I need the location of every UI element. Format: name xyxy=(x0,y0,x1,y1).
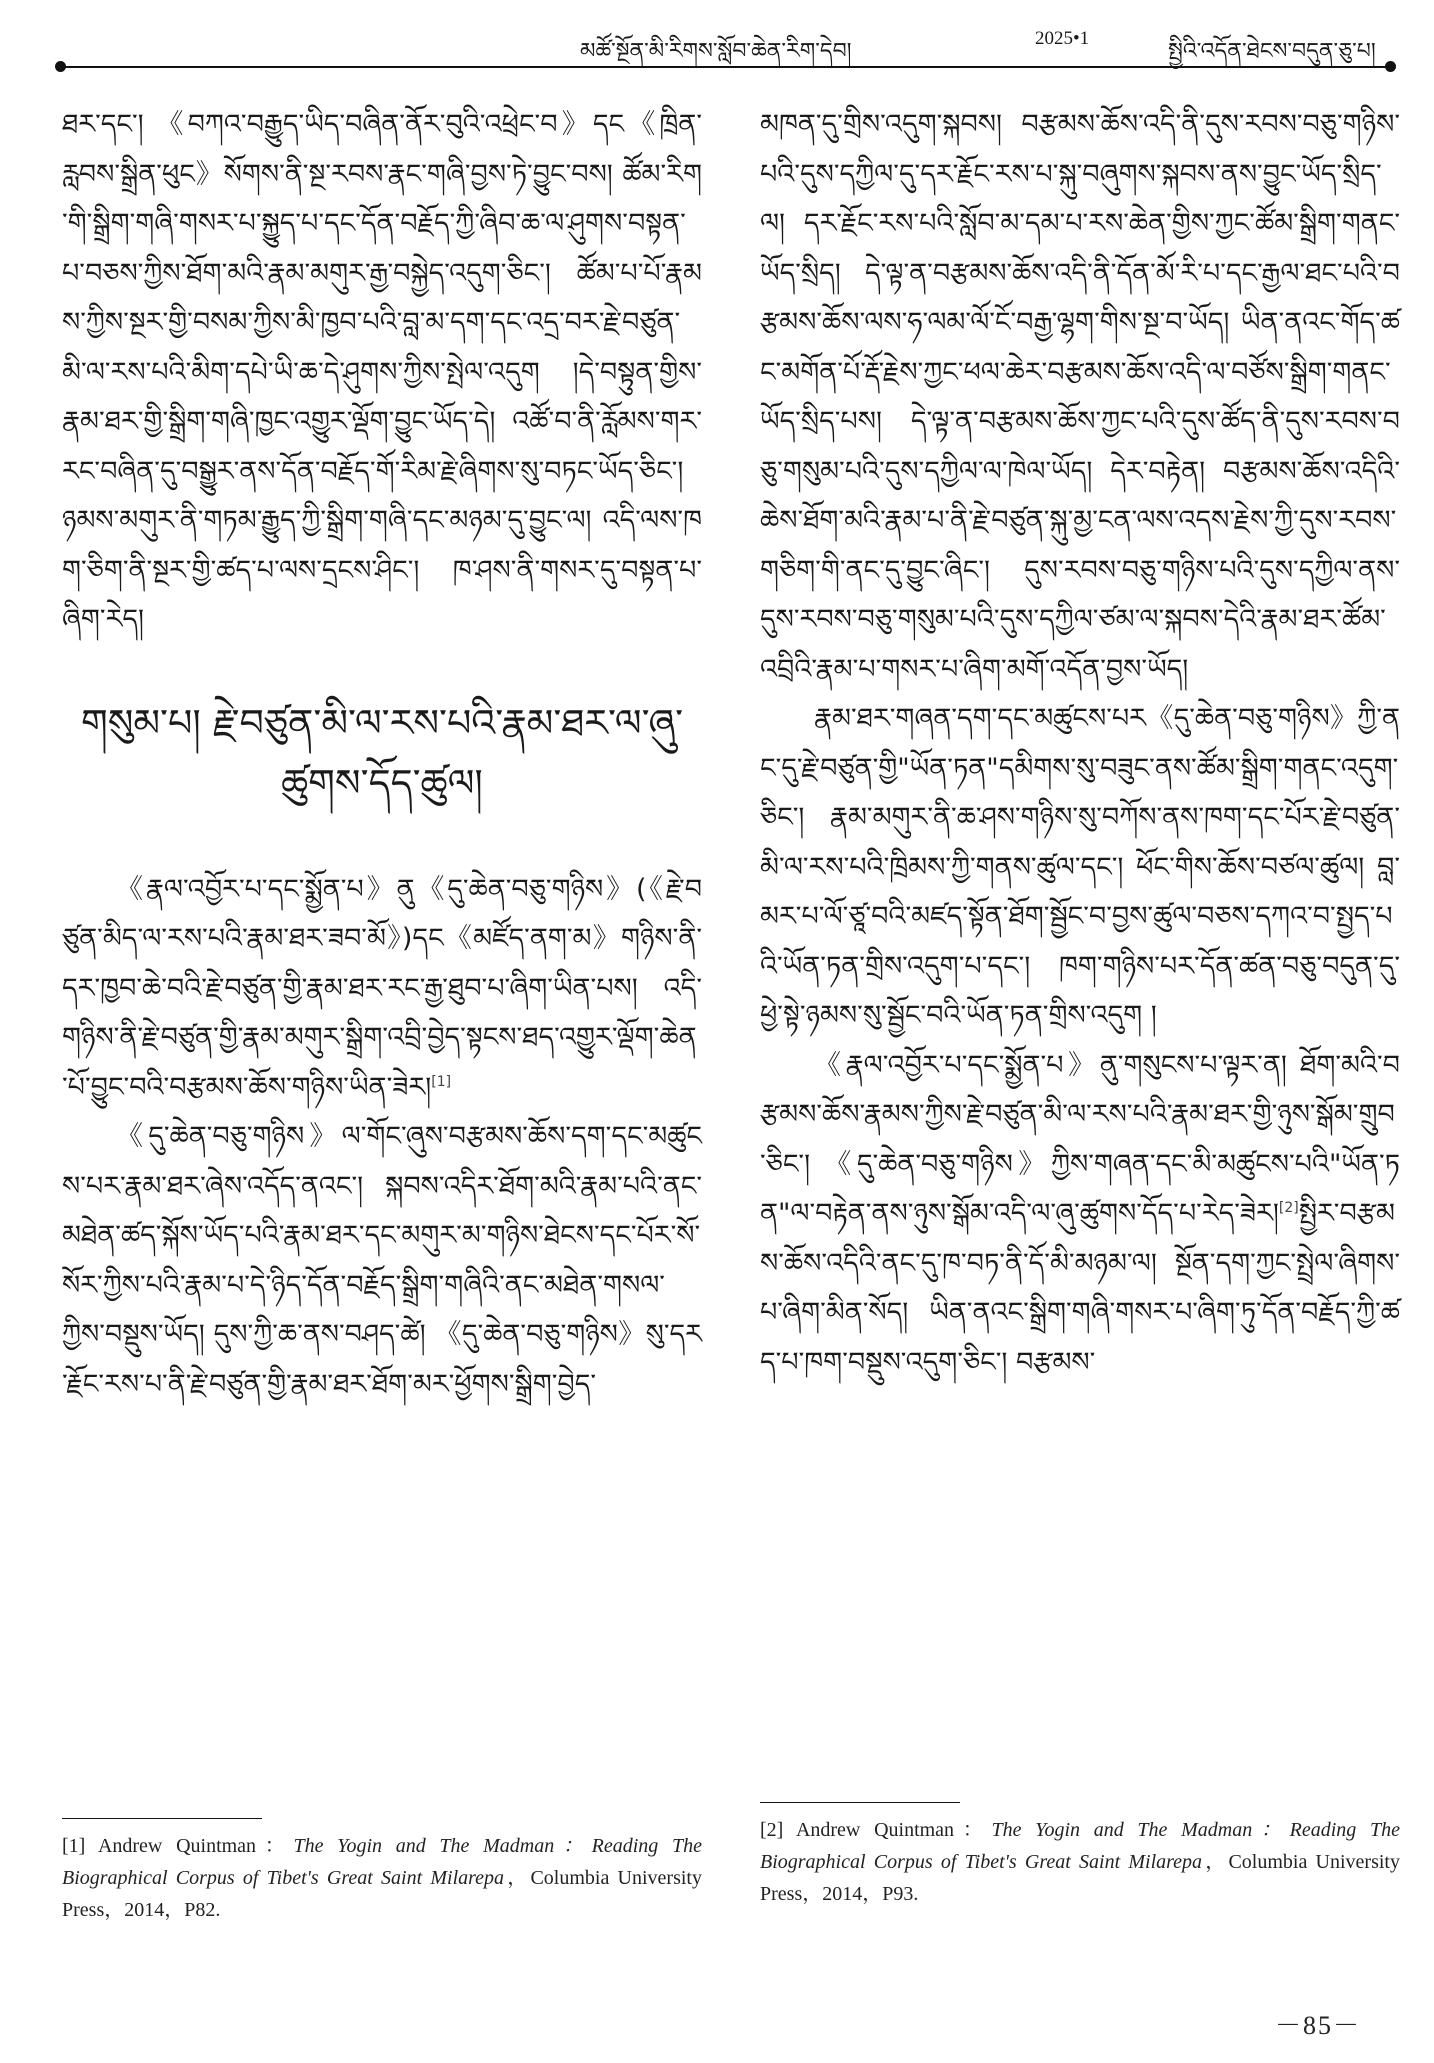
paragraph-text: 《རྣལ་འབྱོར་པ་དང་སྨྱོན་པ》ནུ《དུ་ཆེན་བཅུ་གཉིས》(《རྗེ་བཙུན་མིད་ལ་རས་པའི་རྣམ་ཐར་ཟབ་མོ》)དང《མཛོད་ནག་མ》གཉིས་ནི་དར་ཁྱབ་ཆེ་བའི་རྗེ་བཙུན་གྱི་རྣམ་ཐར་རང་རྒྱ་ཐུབ་པ་ཞིག་ཡིན་པས། འདི་གཉིས་ནི་རྗེ་བཙུན་གྱི་རྣམ་མགུར་སྒྲིག་འབྲི་བྱེད་སྟངས་ཐད་འགྱུར་ལྡོག་ཆེན་པོ་བྱུང་བའི་བརྩམས་ཆོས་གཉིས་ཡིན་ཟེར། xyxy=(62,873,702,1103)
issue-section: སྤྱིའི་འདོན་ཐེངས་བདུན་ཅུ་པ། xyxy=(1168,39,1376,64)
body-paragraph xyxy=(760,1041,1400,1388)
footnote-1 xyxy=(62,1830,702,1926)
footnote-ref: [1] xyxy=(431,1073,452,1090)
page-number: －85－ xyxy=(1275,2011,1362,2040)
issue-number: 2025•1 xyxy=(1035,28,1090,49)
header-rule-dot-right xyxy=(1385,61,1396,72)
left-column xyxy=(62,100,702,1409)
footnote-author: Andrew Quintman： xyxy=(795,1819,992,1841)
footnote-ref: [2] xyxy=(1278,1200,1299,1216)
body-paragraph xyxy=(62,865,702,1113)
footnote-title: The Yogin and The Madman：Reading The Biographical Corpus of Tibet's Great Saint Milarepa xyxy=(62,1835,702,1889)
footnote-publisher: ，Columbia University Press，2014，P93. xyxy=(760,1851,1400,1905)
footnote-marker: [2] xyxy=(760,1819,784,1841)
footnote-rule xyxy=(62,1818,262,1819)
section-heading: གསུམ་པ། རྗེ་བཙུན་མི་ལ་རས་པའི་རྣམ་ཐར་ལ་ཞུ་ཚུགས་དོད་ཚུལ། xyxy=(80,700,684,805)
footnote-title: The Yogin and The Madman：Reading The Biographical Corpus of Tibet's Great Saint Milarepa xyxy=(760,1819,1400,1873)
journal-title: མཚོ་སྔོན་མི་རིགས་སློབ་ཆེན་རིག་དེབ། xyxy=(580,39,852,64)
footnote-publisher: ，Columbia University Press，2014，P82. xyxy=(62,1867,702,1921)
footnote-author: Andrew Quintman： xyxy=(97,1835,294,1857)
header-rule xyxy=(60,66,1390,68)
body-paragraph: ཐར་དང་། 《བཀའ་བརྒྱུད་ཡིད་བཞིན་ནོར་བུའི་འཕྲེང་བ》དང《ཁྲིན་རླབས་སྒྲིན་ཕུང》སོགས་ནི་སྔ་རབས་རྣང་གཞི་བྱས་ཏེ་བྱུང་བས། ཚོམ་རིག་གི་སྒྲིག་གཞི་གསར་པ་སྐྱུད་པ་དང་དོན་བརྗོད་ཀྱི་ཞིབ་ཆ་ལ་ཤུགས་བསྟན་པ་བཅས་ཀྱིས་ཐོག་མའི་རྣམ་མགུར་རྒྱ་བསྐྱེད་འདུག་ཅིང་། ཚོམ་པ་པོ་རྣམས་ཀྱིས་སྔར་གྱི་བསམ་ཀྱིས་མི་ཁྱབ་པའི་བླ་མ་དག་དང་འདྲ་བར་རྗེ་བཙུན་མི་ལ་རས་པའི་མིག་དཔེ་ཡི་ཆ་དེ་ཤུགས་ཀྱིས་སྤེལ་འདུག །དེ་བསྟུན་གྱིས་རྣམ་ཐར་གྱི་སྒྲིག་གཞི་ཁྱང་འགྱུར་ལྡོག་བྱུང་ཡོད་དེ། འཚོ་བ་ནི་རློམས་གར་རང་བཞིན་དུ་བསྒྱུར་ནས་དོན་བརྗོད་གོ་རིམ་རྗེ་ཞིགས་སུ་བཏང་ཡོད་ཅིང་། ཉམས་མགུར་ནི་གཏམ་རྒྱུད་ཀྱི་སྒྲིག་གཞི་དང་མཉམ་དུ་བྱུང་ལ། འདི་ལས་ཁག་ཅིག་ནི་སྔར་གྱི་ཚད་པ་ལས་དྲངས་ཤིང་། ཁ་ཤས་ནི་གསར་དུ་བསྟན་པ་ཞིག་རེད། xyxy=(62,109,702,635)
right-column xyxy=(760,100,1400,1387)
paragraph-text: 《རྣལ་འབྱོར་པ་དང་སྨྱོན་པ》ནུ་གསུངས་པ་ལྟར་ན། ཐོག་མའི་བརྩམས་ཆོས་རྣམས་ཀྱིས་རྗེ་བཙུན་མི་ལ་རས་པའི་རྣམ་ཐར་གྱི་ཉུས་སྒོམ་གྲུབ་ཅིང་། 《དུ་ཆེན་བཅུ་གཉིས》ཀྱིས་གཞན་དང་མི་མཚུངས་པའི"ཡོན་ཏན"ལ་བརྟེན་ནས་ཉུས་སྒོམ་འདི་ལ་ཞུ་ཚུགས་དོད་པ་རེད་ཟེར། xyxy=(760,1049,1400,1229)
running-header xyxy=(60,22,1400,62)
footnote-rule xyxy=(760,1802,960,1803)
body-paragraph: 《དུ་ཆེན་བཅུ་གཉིས》ལ་གོང་ཞུས་བརྩམས་ཆོས་དག་དང་མཚུངས་པར་རྣམ་ཐར་ཞེས་འདོད་ནའང་། སྐབས་འདིར་ཐོག་མའི་རྣམ་པའི་ནང་མཐེན་ཚད་སྐོས་ཡོད་པའི་རྣམ་ཐར་དང་མགུར་མ་གཉིས་ཐེངས་དང་པོར་སོ་སོར་ཀྱིས་པའི་རྣམ་པ་དེ་ཉིད་དོན་བརྗོད་སྒྲིག་གཞིའི་ནང་མཐེན་གསལ་ཀྱིས་བསྡུས་ཡོད། དུས་ཀྱི་ཆ་ནས་བཤད་ཚེ། 《དུ་ཆེན་བཅུ་གཉིས》སུ་དར་རྗོང་རས་པ་ནི་རྗེ་བཙུན་གྱི་རྣམ་ཐར་ཐོག་མར་ཕྱོགས་སྒྲིག་བྱེད་ xyxy=(62,1121,702,1400)
footnote-marker: [1] xyxy=(62,1835,86,1857)
body-paragraph: མཁན་དུ་གྲིས་འདུག་སྐབས། བརྩམས་ཆོས་འདི་ནི་དུས་རབས་བཅུ་གཉིས་པའི་དུས་དཀྱིལ་དུ་དར་རྗོང་རས་པ་སྐུ་བཞུགས་སྐབས་ནས་བྱུང་ཡོད་སྲིད་ལ། དར་རྗོང་རས་པའི་སློབ་མ་དམ་པ་རས་ཆེན་གྱིས་ཀྱང་ཚོམ་སྒྲིག་གནང་ཡོད་སྲིད། དེ་ལྟ་ན་བརྩམས་ཆོས་འདི་ནི་དོན་མོ་རི་པ་དང་རྒྱལ་ཐང་པའི་བརྩམས་ཆོས་ལས་ཧ་ལམ་ལོ་ངོ་བརྒྱ་ལྷག་གིས་སྔ་བ་ཡོད། ཡིན་ནའང་གོད་ཚང་མགོན་པོ་རྡོ་རྗེས་ཀྱང་ཕལ་ཆེར་བརྩམས་ཆོས་འདི་ལ་བཙོས་སྒྲིག་གནང་ཡོད་སྲིད་པས། དེ་ལྟ་ན་བརྩམས་ཆོས་ཀྱང་པའི་དུས་ཚོད་ནི་དུས་རབས་བཅུ་གསུམ་པའི་དུས་དཀྱིལ་ལ་ཁེལ་ཡོད། དེར་བརྟེན། བརྩམས་ཆོས་འདིའི་ཆེས་ཐོག་མའི་རྣམ་པ་ནི་རྗེ་བཙུན་སྐུ་མྱ་ངན་ལས་འདས་རྗེས་ཀྱི་དུས་རབས་གཅིག་གི་ནང་དུ་བྱུང་ཞིང་། དུས་རབས་བཅུ་གཉིས་པའི་དུས་དཀྱིལ་ནས་དུས་རབས་བཅུ་གསུམ་པའི་དུས་དཀྱིལ་ཙམ་ལ་སྐབས་དེའི་རྣམ་ཐར་ཚོམ་འབྲིའི་རྣམ་པ་གསར་པ་ཞིག་མགོ་འདོན་བྱས་ཡོད། xyxy=(760,109,1400,685)
footnote-2 xyxy=(760,1814,1400,1910)
paragraph-text: སྤྱིར་བརྩམས་ཆོས་འདིའི་ནང་དུ་ཁ་བཏ་ནི་དོ་མི་མཉམ་ལ། སྔོན་དག་ཀྱང་སྤྲེལ་ཞིགས་པ་ཞིག་མིན་སོད། ཡིན་ནའང་སྒྲིག་གཞི་གསར་པ་ཞིག་ཏུ་དོན་བརྗོད་ཀྱི་ཚད་པ་ཁག་བསྡུས་འདུག་ཅིང་། བརྩམས་ xyxy=(760,1198,1400,1378)
body-paragraph: རྣམ་ཐར་གཞན་དག་དང་མཚུངས་པར《དུ་ཆེན་བཅུ་གཉིས》ཀྱི་ནང་དུ་རྗེ་བཙུན་གྱི"ཡོན་ཏན"དམིགས་སུ་བཟུང་ནས་ཚོམ་སྒྲིག་གནང་འདུག་ཅིང་། རྣམ་མགུར་ནི་ཆ་ཤས་གཉིས་སུ་བཀོས་ནས་ཁག་དང་པོར་རྗེ་བཙུན་མི་ལ་རས་པའི་ཁྲིམས་ཀྱི་གནས་ཚུལ་དང་། ཕོང་གིས་ཆོས་བཙལ་ཚུལ། བླ་མར་པ་ལོ་ཙཱ་བའི་མཛད་སྟོན་ཐོག་སྦྱོང་བ་བྱས་ཚུལ་བཅས་དཀའ་བ་སྤྱད་པའི་ཡོན་ཏན་གྲིས་འདུག་པ་དང་། ཁག་གཉིས་པར་དོན་ཚན་བཅུ་བདུན་དུ་ཕྱེ་སྟེ་ཉམས་སུ་སྦྱོང་བའི་ཡོན་ཏན་གྲིས་འདུག ། xyxy=(760,703,1400,1031)
